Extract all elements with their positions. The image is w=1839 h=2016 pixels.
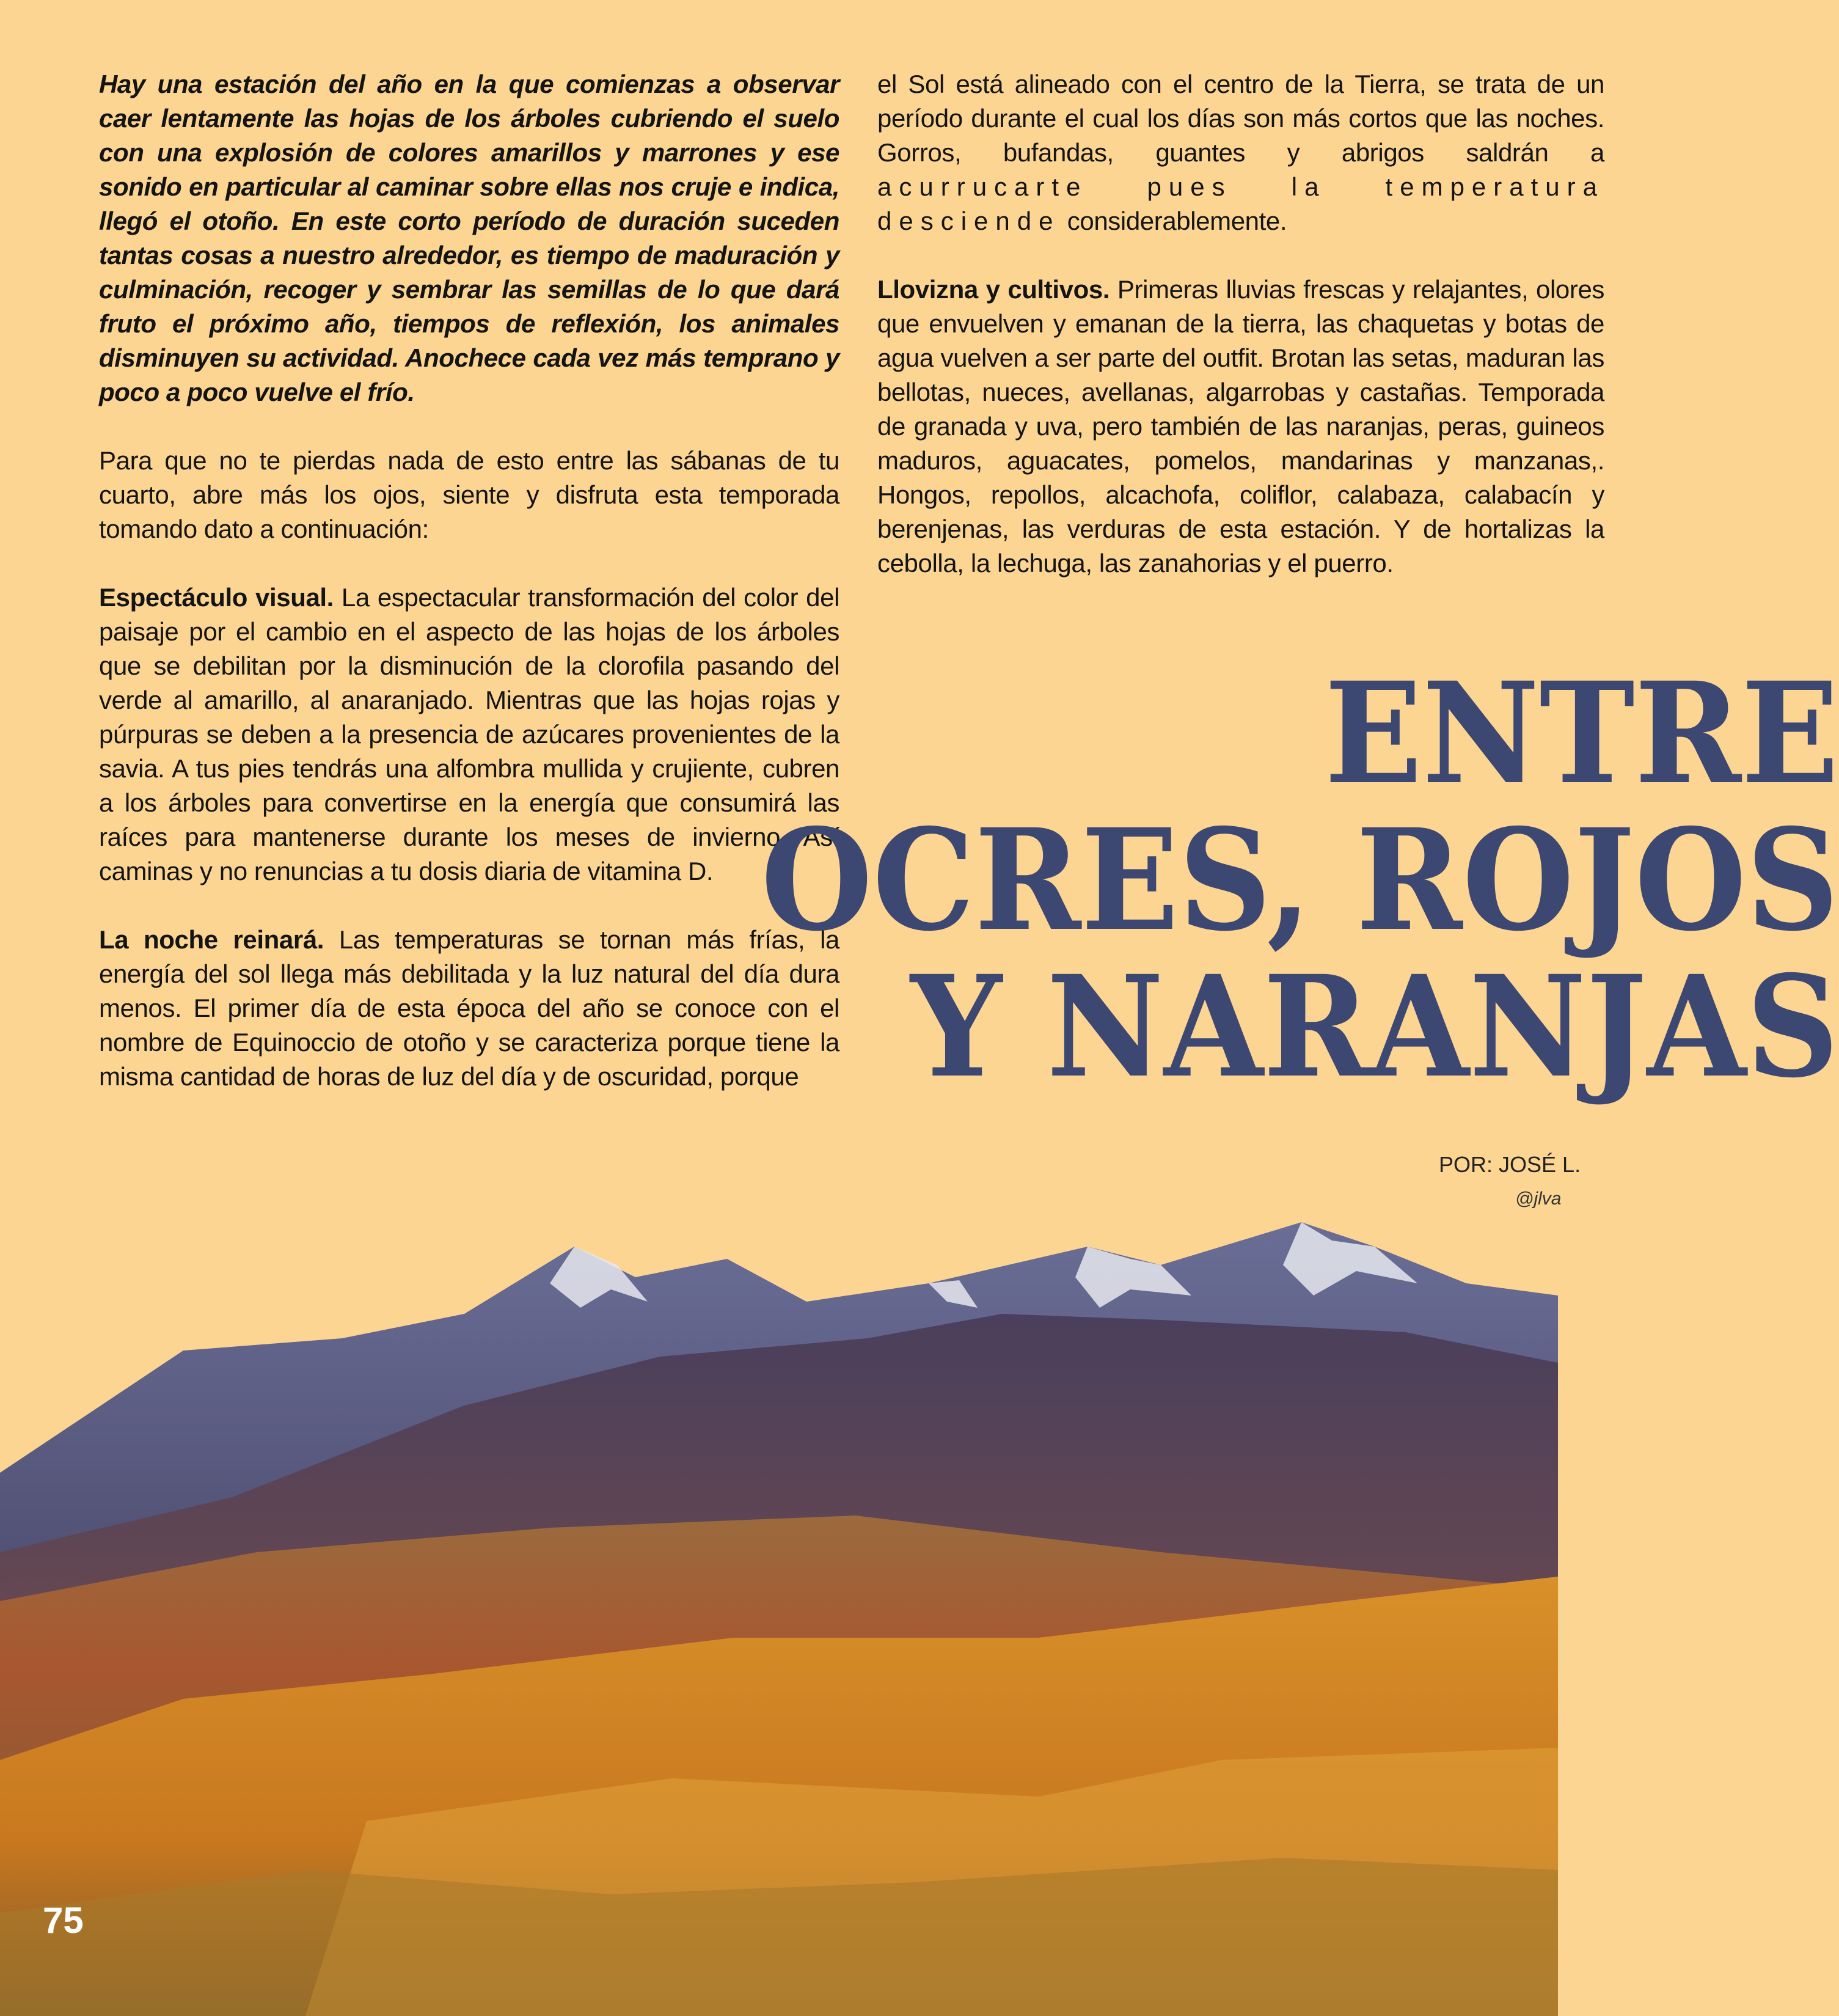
intro-paragraph: Hay una estación del año en la que comienzas a observar caer lentamente las hojas de los árboles cubriendo el suelo con una explosión de colores amarillos y marrones y ese sonido en particular al caminar sobre ellas nos cruje e indica, llegó el otoño. En este corto período de duración suceden tantas cosas a nuestro alrededor, es tiempo de maduración y culminación, recoger y sembrar las semillas de lo que dará fruto el próximo año, tiempos de reflexión, los animales disminuyen su actividad. Anochece cada vez más temprano y poco a poco vuelve el frío. — [99, 70, 839, 406]
section-night — [99, 923, 839, 1094]
left-column — [99, 67, 839, 1128]
spaced-line: acurrucarte pues la temperatura desciende — [877, 172, 1604, 235]
title-line-2: OCRES, ROJOS — [761, 798, 1839, 962]
paragraph-text: el Sol está alineado con el centro de la Tierra, se trata de un período durante el cual los días son más cortos que las noches. Gorros, bufandas, guantes y abrigos saldrán a — [877, 70, 1604, 167]
article-title — [761, 651, 1839, 1109]
night-continued-paragraph — [877, 67, 1604, 238]
section-text: La espectacular transformación del color del paisaje por el cambio en el aspecto de las hojas de los árboles que se debilitan por la disminución de la clorofila pasando del verde al amarillo, al anaranjado. Mientras que las hojas rojas y púrpuras se deben a la presencia de azúcares provenientes de la savia. A tus pies tendrás una alfombra mullida y crujiente, cubren a los árboles para convertirse en la energía que consumirá las raíces para mantenerse durante los meses de invierno. Así caminas y no renuncias a tu dosis diaria de vitamina D. — [99, 583, 840, 885]
section-heading: Llovizna y cultivos. — [877, 275, 1110, 304]
right-column — [877, 67, 1604, 615]
author-handle: @jlva — [1515, 1189, 1562, 1209]
paragraph-text: considerablemente. — [1067, 207, 1287, 235]
title-line-3: Y NARANJAS — [910, 945, 1839, 1109]
page-number: 75 — [43, 1900, 84, 1941]
section-heading: Espectáculo visual. — [99, 583, 334, 612]
section-visual-spectacle — [99, 581, 839, 889]
section-text: Las temperaturas se tornan más frías, la energía del sol llega más debilitada y la luz natural del día dura menos. El primer día de esta época del año se conoce con el nombre de Equinoccio de otoño y se caracteriza porque tiene la misma cantidad de horas de luz del día y de oscuridad, porque — [99, 925, 839, 1091]
author-byline: POR: JOSÉ L. — [1439, 1152, 1581, 1177]
section-heading: La noche reinará. — [99, 925, 324, 954]
autumn-mountain-landscape-image — [0, 1210, 1558, 2016]
title-line-1: ENTRE — [1325, 651, 1839, 815]
section-drizzle-crops — [877, 273, 1604, 581]
intro-followup-paragraph: Para que no te pierdas nada de esto entre las sábanas de tu cuarto, abre más los ojos, siente y disfruta esta temporada tomando dato a continuación: — [99, 446, 839, 543]
section-text: Primeras lluvias frescas y relajantes, olores que envuelven y emanan de la tierra, las chaquetas y botas de agua vuelven a ser parte del outfit. Brotan las setas, maduran las bellotas, nueces, avellanas, algarrobas y castañas. Temporada de granada y uva, pero también de las naranjas, peras, guineos maduros, aguacates, pomelos, mandarinas y manzanas,. Hongos, repollos, alcachofa, coliflor, calabaza, calabacín y berenjenas, las verduras de esta estación. Y de hortalizas la cebolla, la lechuga, las zanahorias y el puerro. — [877, 275, 1604, 577]
